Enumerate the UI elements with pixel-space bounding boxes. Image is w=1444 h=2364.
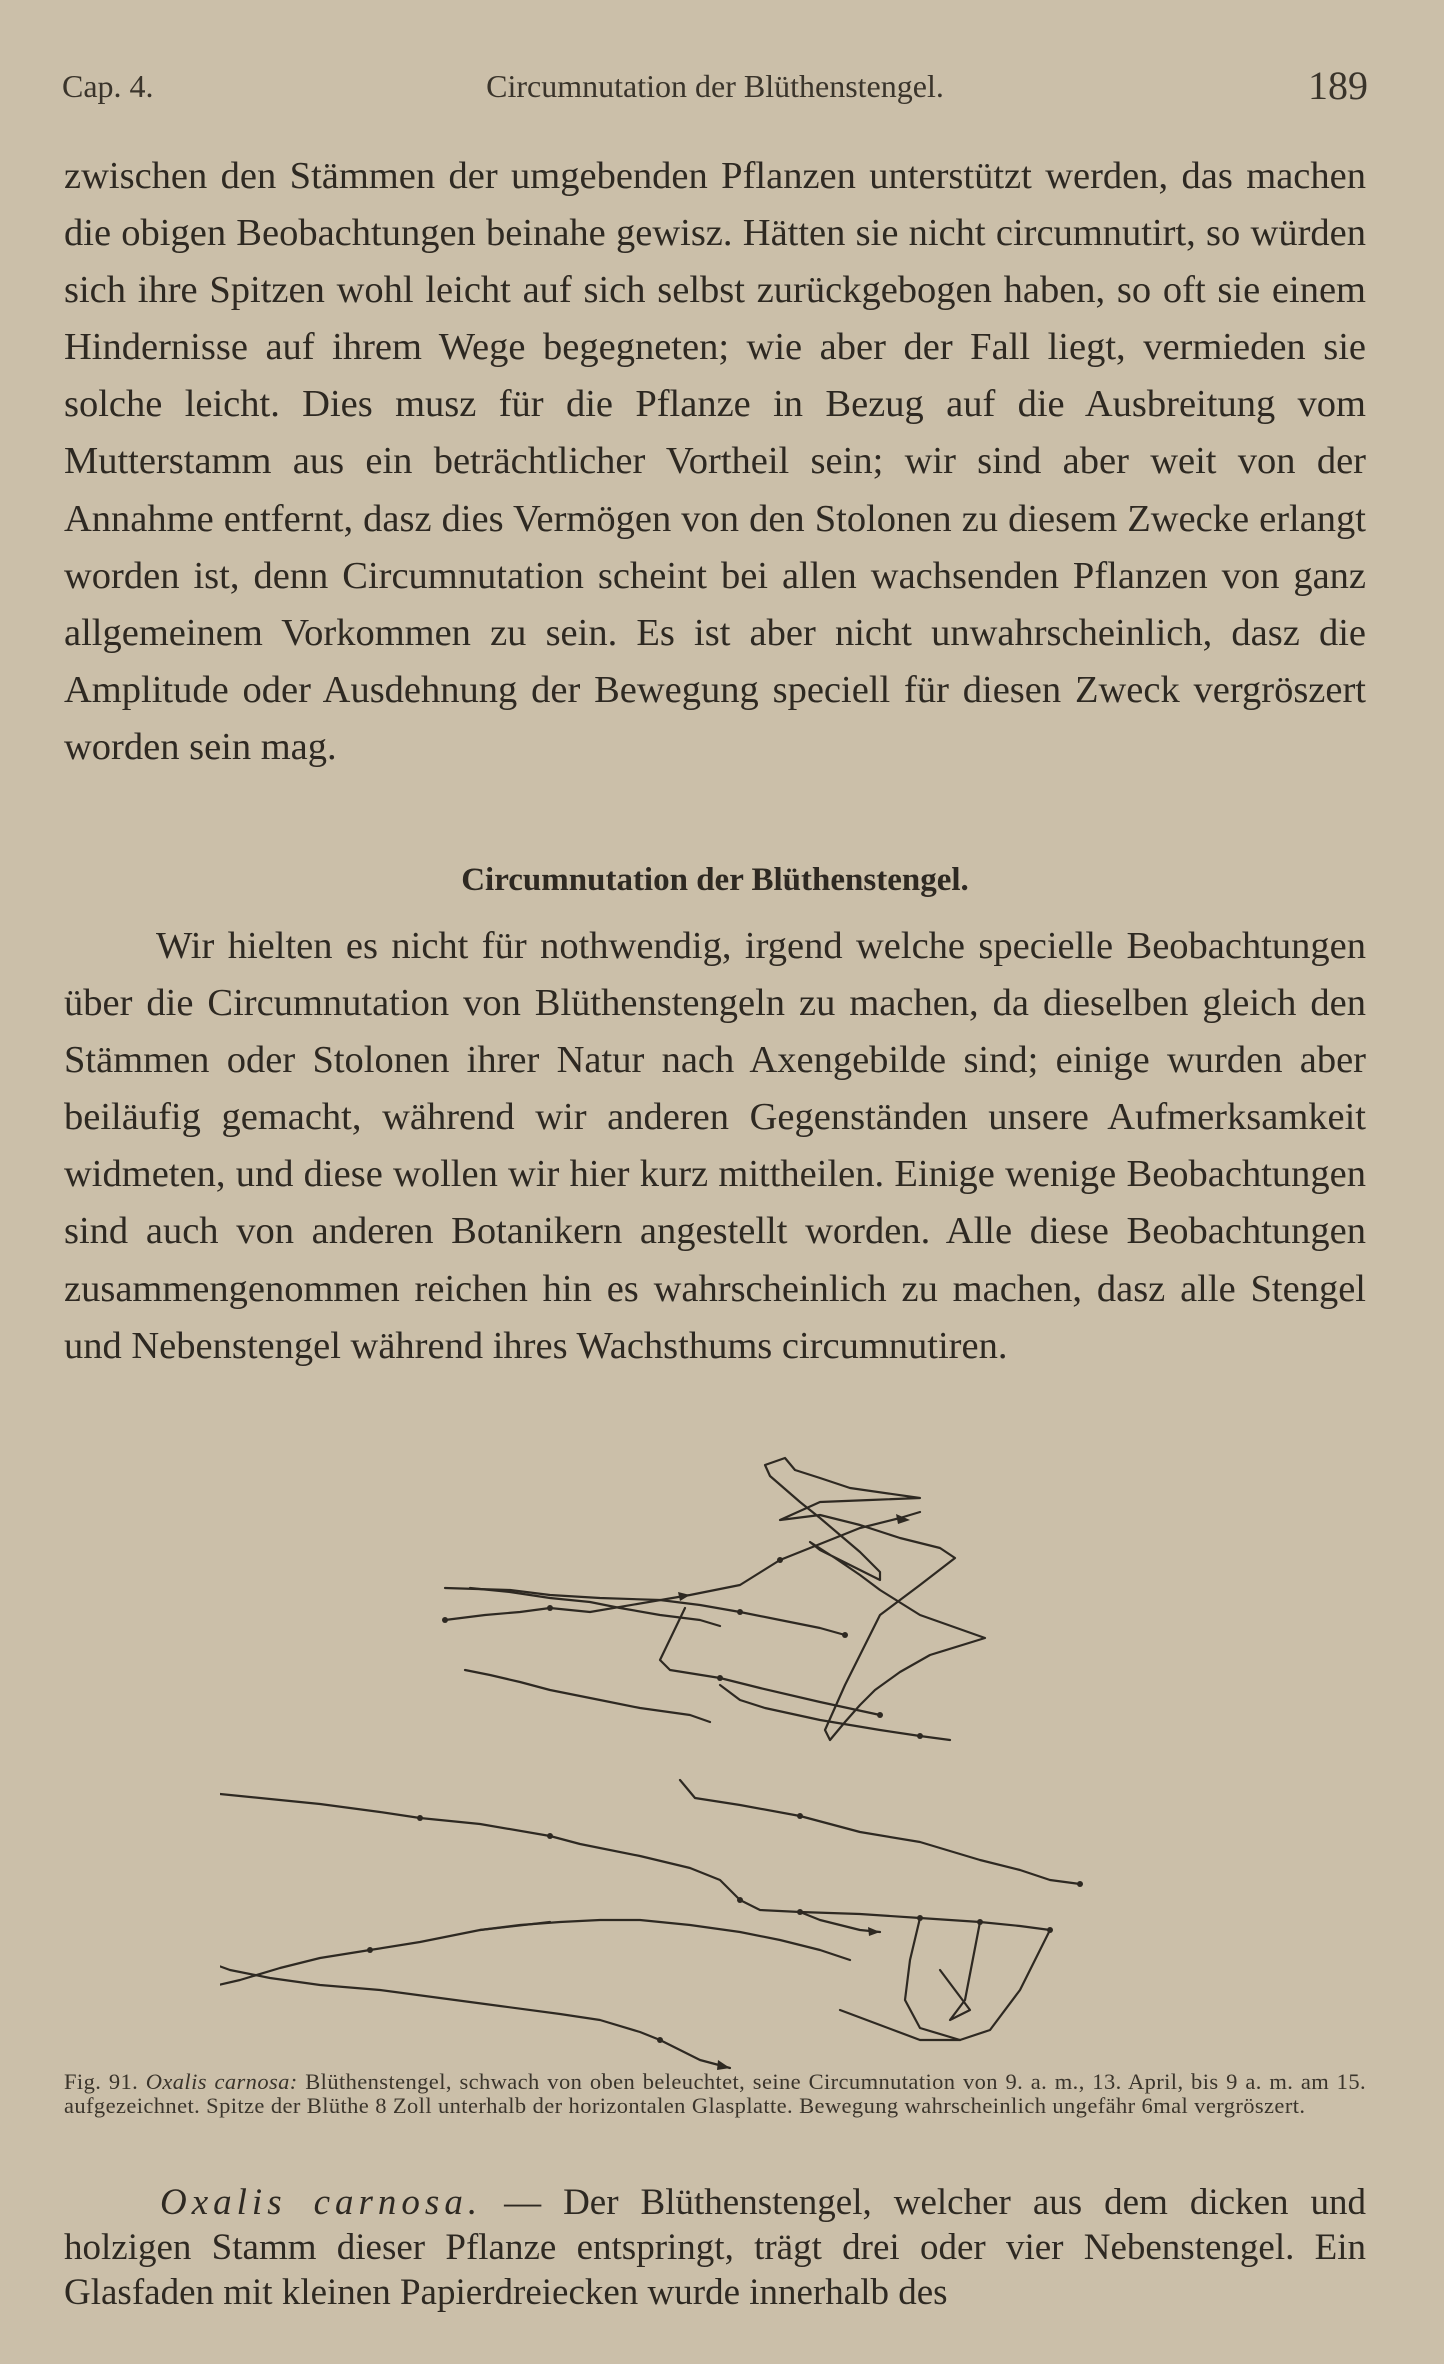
page-number: 189 xyxy=(1308,63,1368,108)
species-name: Oxalis carnosa. xyxy=(160,2182,483,2223)
circumnutation-diagram xyxy=(220,1440,1220,2070)
figure-caption xyxy=(64,2070,1366,2118)
paragraph-oxalis-text: — Der Blüthenstengel, welcher aus dem dicken und holzigen Stamm dieser Pflanze entspringt, trägt drei oder vier Nebenstengel. Ein Glasfaden mit kleinen Papierdreiecken wurde innerhalb des xyxy=(64,2182,1366,2313)
chapter-label: Cap. 4. xyxy=(62,68,154,104)
figure-caption-text: Blüthenstengel, schwach von oben beleuchtet, seine Circumnutation von 9. a. m., 13. April, bis 9 a. m. am 15. aufgezeichnet. Spitze der Blüthe 8 Zoll unterhalb der horizontalen Glasplatte. Bewegung wahrscheinlich ungefähr 6mal vergröszert. xyxy=(64,2069,1367,2118)
paragraph-oxalis xyxy=(64,2180,1366,2315)
paragraph-flower-stems: Wir hielten es nicht für nothwendig, irgend welche specielle Beobachtungen über die Circumnutation von Blüthenstengeln zu machen, da dieselben gleich den Stämmen oder Stolonen ihrer Natur nach Axengebilde sind; einige wurden aber beiläufig gemacht, während wir anderen Gegenständen unsere Aufmerksamkeit widmeten, und diese wollen wir hier kurz mittheilen. Einige wenige Beobachtungen sind auch von anderen Botanikern angestellt worden. Alle diese Beobachtungen zusammengenommen reichen hin es wahrscheinlich zu machen, dasz alle Stengel und Nebenstengel während ihres Wachsthums circumnutiren. xyxy=(64,925,1366,1367)
section-heading: Circumnutation der Blüthenstengel. xyxy=(461,862,969,898)
paragraph-stolons: zwischen den Stämmen der umgebenden Pflanzen unterstützt werden, das machen die obigen Beobachtungen beinahe gewisz. Hätten sie nicht circumnutirt, so würden sich ihre Spitzen wohl leicht auf sich selbst zurückgebogen haben, so oft sie einem Hindernisse auf ihrem Wege begegneten; wie aber der Fall liegt, vermieden sie solche leicht. Dies musz für die Pflanze in Bezug auf die Ausbreitung vom Mutterstamm aus ein beträchtlicher Vortheil sein; wir sind aber weit von der Annahme entfernt, dasz dies Vermögen von den Stolonen zu diesem Zwecke erlangt worden ist, denn Circumnutation scheint bei allen wachsenden Pflanzen von ganz allgemeinem Vorkommen zu sein. Es ist aber nicht unwahrscheinlich, dasz die Amplitude oder Ausdehnung der Bewegung speciell für diesen Zweck vergröszert worden sein mag. xyxy=(64,155,1366,768)
running-header xyxy=(62,62,1368,110)
figure-label: Fig. 91. xyxy=(64,2069,139,2094)
figure-species: Oxalis carnosa: xyxy=(145,2069,298,2094)
running-title: Circumnutation der Blüthenstengel. xyxy=(486,68,944,104)
figure-circumnutation-tracing xyxy=(220,1440,1220,2070)
